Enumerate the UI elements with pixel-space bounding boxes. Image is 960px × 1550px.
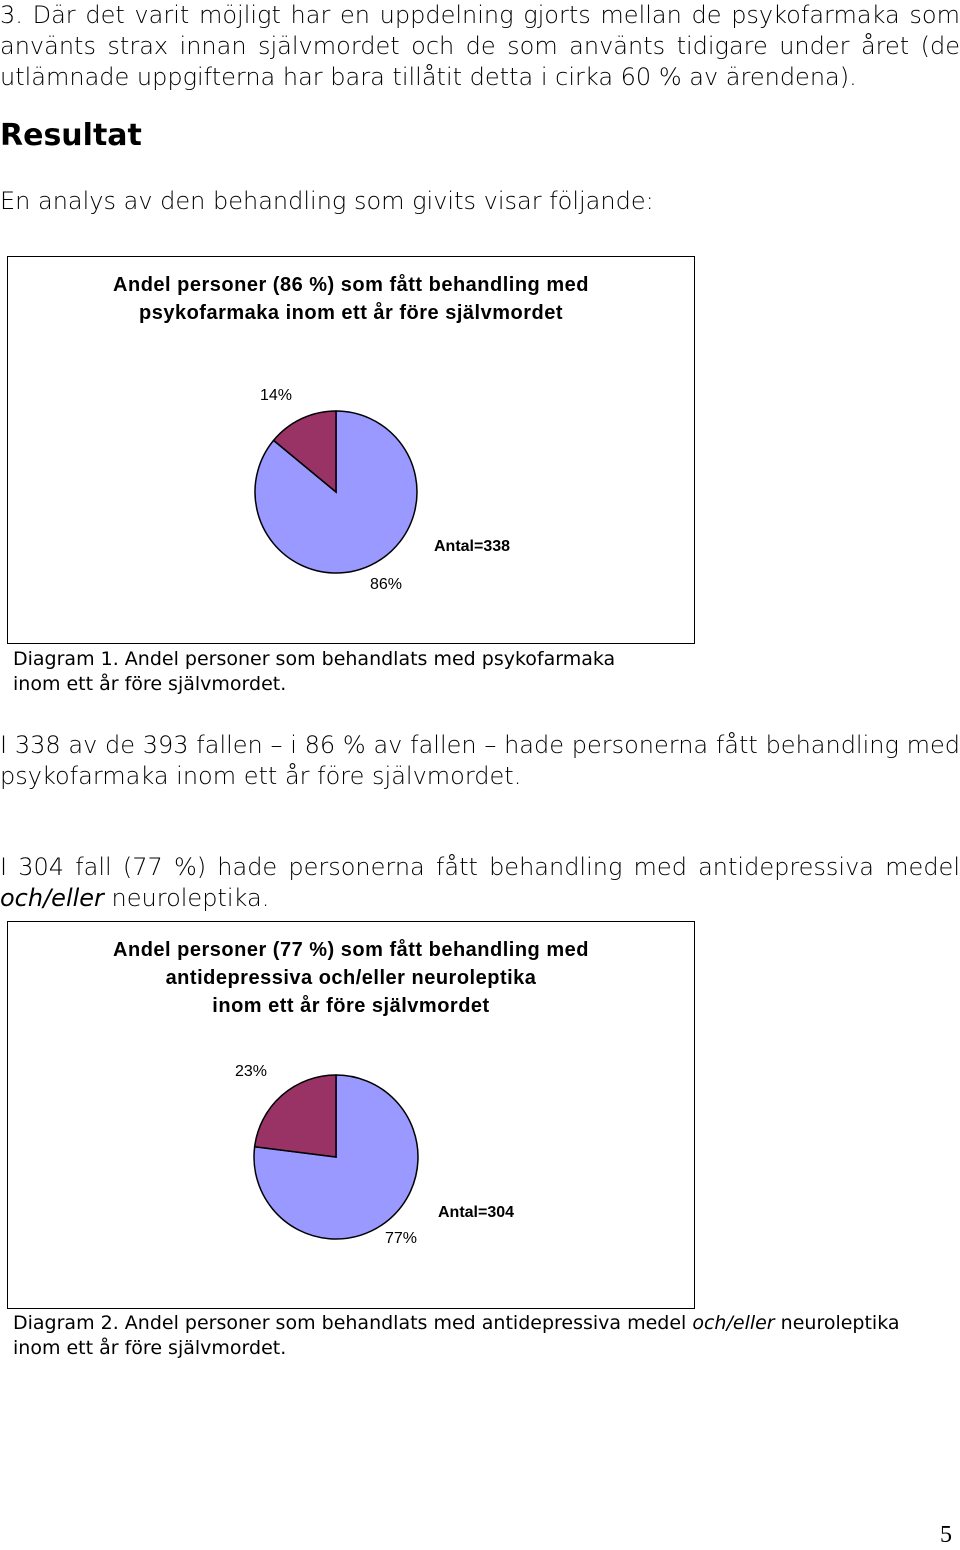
chart-2-count-label: Antal=304 [438, 1204, 515, 1221]
chart-2-title-line-1: Andel personer (77 %) som fått behandling med [113, 939, 589, 961]
result-2-line-1: I 304 fall (77 %) hade personerna fått behandling med antidepressiva medel [0, 853, 960, 881]
chart-1-plot [8, 257, 696, 645]
chart-2-title-line-2: antidepressiva och/eller neuroleptika [165, 967, 537, 989]
page-number: 5 [940, 1522, 952, 1548]
chart-1-title-line-1: Andel personer (86 %) som fått behandling med [113, 274, 589, 296]
section-heading: Resultat [0, 118, 142, 153]
caption-2-italic: och/eller [692, 1312, 775, 1334]
caption-2-line-1 [13, 1311, 900, 1336]
chart-2-pie [254, 1075, 418, 1239]
result-paragraph-2 [0, 852, 960, 914]
chart-1 [7, 256, 695, 644]
chart-1-label-large: 86% [370, 576, 403, 593]
analysis-text [0, 186, 960, 217]
chart-1-title-line-2: psykofarmaka inom ett år före självmordet [139, 302, 563, 324]
caption-2-start: Diagram 2. Andel personer som behandlats med antidepressiva medel [13, 1312, 693, 1334]
intro-line-1: 3. Där det varit möjligt har en uppdelning gjorts mellan de psykofarmaka som [0, 1, 960, 29]
result-1-line-1: I 338 av de 393 fallen – i 86 % av fallen – hade personerna fått behandling med [0, 731, 960, 759]
chart-2-label-small: 23% [235, 1063, 268, 1080]
chart-2-pie-slice-small [255, 1075, 336, 1157]
chart-2-plot [8, 922, 696, 1310]
result-2-line-2 [0, 883, 960, 914]
intro-line-3: utlämnade uppgifterna har bara tillåtit detta i cirka 60 % av ärendena). [0, 63, 857, 91]
caption-2 [13, 1311, 900, 1361]
chart-1-pie [255, 411, 417, 573]
caption-1-line-1: Diagram 1. Andel personer som behandlats med psykofarmaka [13, 648, 616, 670]
caption-2-line-2: inom ett år före självmordet. [13, 1337, 287, 1359]
chart-2 [7, 921, 695, 1309]
caption-1 [13, 647, 615, 697]
chart-2-title-line-3: inom ett år före självmordet [212, 995, 490, 1017]
result-2-italic: och/eller [0, 884, 104, 912]
result-1-line-2: psykofarmaka inom ett år före självmordet. [0, 762, 522, 790]
chart-1-count-label: Antal=338 [434, 538, 511, 555]
intro-paragraph [0, 0, 960, 93]
result-2-rest: neuroleptika. [103, 884, 270, 912]
intro-line-2: använts strax innan självmordet och de som använts tidigare under året (de [0, 32, 960, 60]
caption-2-end: neuroleptika [774, 1312, 900, 1334]
result-paragraph-1 [0, 730, 960, 792]
caption-1-line-2: inom ett år före självmordet. [13, 673, 287, 695]
chart-2-label-large: 77% [385, 1230, 418, 1247]
chart-1-label-small: 14% [260, 387, 293, 404]
analysis-line: En analys av den behandling som givits visar följande: [0, 187, 654, 215]
